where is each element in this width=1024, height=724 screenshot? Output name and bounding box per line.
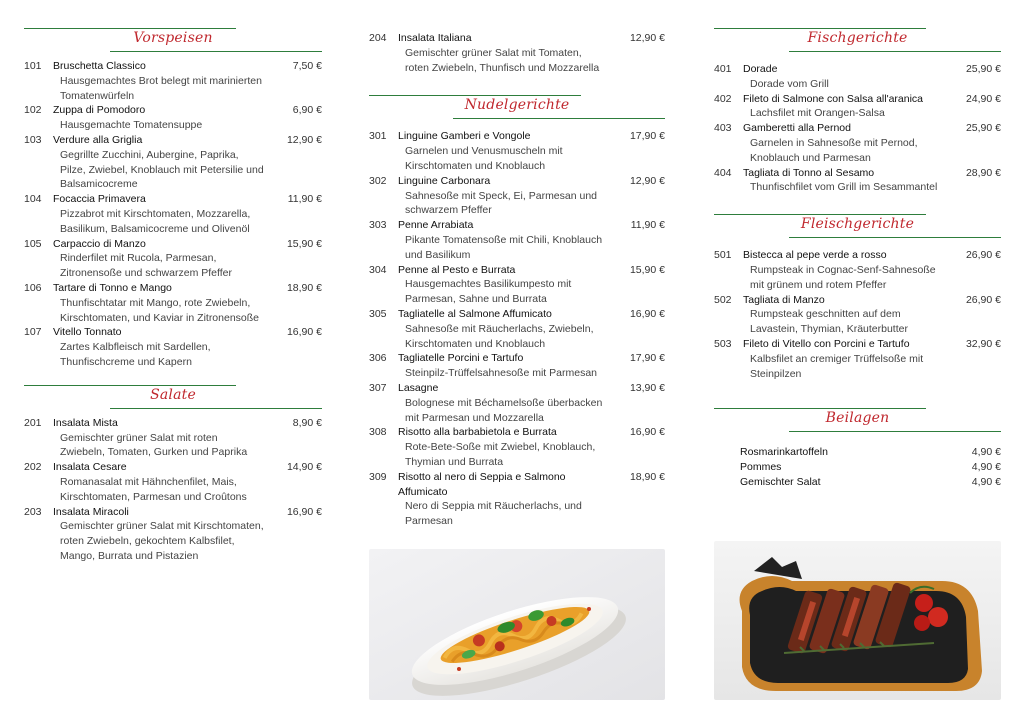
item-description: Bolognese mit Béchamelsoße überbacken mit Parmesan und Mozzarella <box>405 396 603 424</box>
item-name: Rosmarinkartoffeln <box>740 446 828 459</box>
item-description: Lachsfilet mit Orangen-Salsa <box>750 107 885 120</box>
item-price: 11,90 € <box>287 193 322 206</box>
item-description: Gegrillte Zucchini, Aubergine, Paprika, Pilze, Zwiebel, Knoblauch mit Petersilie und Balsamicocreme <box>60 148 264 191</box>
item-number: 308 <box>369 426 387 439</box>
section-title: Beilagen <box>825 410 890 427</box>
item-description: Garnelen in Sahnesoße mit Pernod, Knoblauch und Parmesan <box>750 136 918 164</box>
item-number: 501 <box>714 249 732 262</box>
menu-item <box>24 103 322 133</box>
item-price: 12,90 € <box>286 133 322 146</box>
item-number: 502 <box>714 293 732 306</box>
item-name: Bruschetta Classico <box>53 60 146 72</box>
item-description: Garnelen und Venusmuscheln mit Kirschtomaten und Knoblauch <box>405 145 563 172</box>
item-number: 301 <box>369 130 387 143</box>
item-name: Tartare di Tonno e Mango <box>53 281 172 294</box>
item-number: 105 <box>24 237 42 250</box>
menu-list-fischgerichte <box>714 62 1001 195</box>
menu-item <box>24 325 322 369</box>
item-description: Zartes Kalbfleisch mit Sardellen, Thunfischcreme und Kapern <box>60 341 211 368</box>
item-name: Penne Arrabiata <box>398 219 474 232</box>
item-name: Focaccia Primavera <box>53 193 146 206</box>
menu-item <box>714 121 1001 165</box>
item-number: 103 <box>24 133 42 146</box>
menu-item <box>24 59 322 103</box>
section-title: Nudelgerichte <box>464 97 570 114</box>
menu-list-salate <box>24 416 322 564</box>
item-price: 17,90 € <box>629 352 665 365</box>
menu-item <box>369 129 665 173</box>
steak-photo <box>714 541 1001 700</box>
item-number: 307 <box>369 381 387 394</box>
item-price: 12,90 € <box>629 32 665 44</box>
item-number: 203 <box>24 505 42 518</box>
item-price: 13,90 € <box>629 381 665 394</box>
item-name: Tagliata di Tonno al Sesamo <box>743 166 875 179</box>
item-price: 15,90 € <box>286 237 322 250</box>
item-price: 4,90 € <box>971 461 1001 474</box>
item-name: Verdure alla Griglia <box>53 133 143 146</box>
menu-item <box>369 351 665 381</box>
menu-item <box>714 445 1001 460</box>
menu-item <box>714 166 1001 196</box>
item-description: Pizzabrot mit Kirschtomaten, Mozzarella, Basilikum, Balsamicocreme und Olivenöl <box>60 207 251 235</box>
item-name: Insalata Mista <box>53 416 118 429</box>
menu-item <box>714 248 1001 292</box>
item-description: Sahnesoße mit Räucherlachs, Zwiebeln, Kirschtomaten und Knoblauch <box>405 322 594 350</box>
item-name: Linguine Gamberi e Vongole <box>398 130 531 143</box>
item-number: 102 <box>24 104 42 117</box>
section-header-vorspeisen <box>24 23 322 57</box>
item-number: 106 <box>24 281 42 294</box>
item-description: Gemischter grüner Salat mit roten Zwiebeln, Tomaten, Gurken und Paprika <box>60 431 248 459</box>
menu-item <box>369 174 665 218</box>
column-middle <box>369 0 665 529</box>
item-description: Sahnesoße mit Speck, Ei, Parmesan und schwarzem Pfeffer <box>405 189 598 217</box>
item-number: 304 <box>369 263 387 276</box>
menu-item <box>369 31 665 75</box>
item-description: Hausgemachtes Basilikumpesto mit Parmesan, Sahne und Burrata <box>405 278 572 306</box>
item-price: 28,90 € <box>965 166 1001 179</box>
item-number: 401 <box>714 63 732 75</box>
item-number: 202 <box>24 461 42 474</box>
menu-item <box>369 218 665 262</box>
item-description: Gemischter grüner Salat mit Kirschtomaten, roten Zwiebeln, gekochtem Kalbsfilet, Mango, Burrata und Pistazien <box>60 520 264 562</box>
item-description: Pikante Tomatensoße mit Chili, Knoblauch und Basilikum <box>405 233 603 261</box>
item-name: Zuppa di Pomodoro <box>53 104 146 117</box>
item-price: 15,90 € <box>629 263 665 276</box>
item-description: Rinderfilet mit Rucola, Parmesan, Zitronensoße und schwarzem Pfeffer <box>60 252 232 280</box>
item-number: 402 <box>714 92 732 105</box>
item-price: 18,90 € <box>629 470 665 483</box>
column-left <box>24 0 322 564</box>
item-description: Rumpsteak geschnitten auf dem Lavastein, Thymian, Kräuterbutter <box>750 308 908 336</box>
item-name: Vitello Tonnato <box>53 326 122 339</box>
item-price: 8,90 € <box>292 416 322 429</box>
item-name: Tagliatelle al Salmone Affumicato <box>398 307 552 320</box>
item-price: 16,90 € <box>286 326 322 339</box>
menu-item <box>24 192 322 236</box>
section-title: Vorspeisen <box>133 30 213 46</box>
item-description: Thunfischtatar mit Mango, rote Zwiebeln, Kirschtomaten, und Kaviar in Zitronensoße <box>60 296 260 324</box>
item-name: Risotto alla barbabietola e Burrata <box>398 426 557 439</box>
menu-item <box>369 425 665 469</box>
item-name: Tagliatelle Porcini e Tartufo <box>398 352 524 365</box>
menu-item <box>24 133 322 192</box>
item-number: 404 <box>714 166 732 179</box>
menu-item <box>714 92 1001 122</box>
section-header-salate <box>24 380 322 414</box>
section-header-fleischgerichte <box>714 209 1001 243</box>
item-price: 16,90 € <box>629 426 665 439</box>
item-name: Linguine Carbonara <box>398 174 491 187</box>
item-name: Lasagne <box>398 381 439 394</box>
item-number: 303 <box>369 219 387 232</box>
item-name: Dorade <box>743 63 778 75</box>
menu-item <box>369 470 665 529</box>
item-number: 503 <box>714 337 732 350</box>
item-description: Nero di Seppia mit Räucherlachs, und Parmesan <box>405 500 582 528</box>
item-number: 104 <box>24 193 42 206</box>
item-name: Bistecca al pepe verde a rosso <box>743 249 887 262</box>
menu-list-salate-continued <box>369 31 665 75</box>
item-price: 25,90 € <box>965 63 1001 75</box>
item-price: 32,90 € <box>965 337 1001 350</box>
item-description: Rote-Bete-Soße mit Zwiebel, Knoblauch, Thymian und Burrata <box>405 441 596 468</box>
item-name: Tagliata di Manzo <box>743 293 825 306</box>
pasta-photo <box>369 549 665 700</box>
menu-item <box>369 263 665 307</box>
item-name: Pommes <box>740 461 782 474</box>
menu-list-beilagen <box>714 445 1001 489</box>
item-price: 4,90 € <box>971 475 1001 488</box>
section-header-nudelgerichte <box>369 90 665 124</box>
menu-list-fleischgerichte <box>714 248 1001 381</box>
item-number: 204 <box>369 32 387 44</box>
item-price: 17,90 € <box>629 130 665 143</box>
item-name: Risotto al nero di Seppia e Salmono Affumicato <box>398 470 566 498</box>
item-name: Fileto di Vitello con Porcini e Tartufo <box>743 337 910 350</box>
section-title: Fischgerichte <box>807 30 908 46</box>
section-header-fischgerichte <box>714 23 1001 57</box>
item-name: Penne al Pesto e Burrata <box>398 263 516 276</box>
menu-item <box>369 307 665 351</box>
section-title: Salate <box>150 386 196 403</box>
menu-item <box>714 460 1001 475</box>
menu-item <box>24 416 322 460</box>
item-price: 4,90 € <box>971 446 1001 459</box>
item-number: 302 <box>369 174 387 187</box>
item-description: Rumpsteak in Cognac-Senf-Sahnesoße mit grünem und rotem Pfeffer <box>750 263 936 291</box>
item-description: Hausgemachtes Brot belegt mit marinierten Tomatenwürfeln <box>60 74 262 102</box>
menu-item <box>714 475 1001 490</box>
item-price: 26,90 € <box>965 249 1001 262</box>
item-description: Thunfischfilet vom Grill im Sesammantel <box>750 181 938 194</box>
item-name: Gamberetti alla Pernod <box>743 122 851 135</box>
item-price: 16,90 € <box>286 505 322 518</box>
item-price: 24,90 € <box>965 92 1001 105</box>
item-price: 11,90 € <box>630 219 665 232</box>
item-number: 101 <box>24 60 42 72</box>
item-price: 18,90 € <box>286 281 322 294</box>
item-price: 16,90 € <box>629 307 665 320</box>
menu-item <box>24 281 322 325</box>
item-number: 305 <box>369 307 387 320</box>
menu-item <box>369 381 665 425</box>
menu-item <box>24 460 322 504</box>
column-right <box>714 0 1001 490</box>
item-name: Carpaccio di Manzo <box>53 237 146 250</box>
item-number: 309 <box>369 470 387 483</box>
section-header-beilagen <box>714 403 1001 437</box>
item-description: Gemischter grüner Salat mit Tomaten, roten Zwiebeln, Thunfisch und Mozzarella <box>405 46 600 74</box>
item-name: Fileto di Salmone con Salsa all'aranica <box>743 92 924 105</box>
item-name: Insalata Cesare <box>53 461 127 474</box>
section-title: Fleischgerichte <box>800 216 915 233</box>
menu-list-nudelgerichte <box>369 129 665 529</box>
item-name: Insalata Miracoli <box>53 505 129 518</box>
item-number: 201 <box>24 416 42 429</box>
menu-item <box>714 293 1001 337</box>
menu-item <box>714 62 1001 92</box>
menu-item <box>714 337 1001 381</box>
menu-list-vorspeisen <box>24 59 322 370</box>
item-description: Romanasalat mit Hähnchenfilet, Mais, Kirschtomaten, Parmesan und Croûtons <box>60 475 247 503</box>
item-number: 107 <box>24 326 42 339</box>
item-name: Gemischter Salat <box>740 475 821 488</box>
item-number: 306 <box>369 352 387 365</box>
item-price: 25,90 € <box>965 122 1001 135</box>
item-price: 7,50 € <box>292 60 322 72</box>
item-price: 14,90 € <box>286 461 322 474</box>
item-description: Steinpilz-Trüffelsahnesoße mit Parmesan <box>405 367 597 380</box>
item-price: 26,90 € <box>965 293 1001 306</box>
item-name: Insalata Italiana <box>398 32 472 44</box>
item-price: 12,90 € <box>629 174 665 187</box>
menu-item <box>24 237 322 281</box>
menu-item <box>24 505 322 564</box>
item-description: Kalbsfilet an cremiger Trüffelsoße mit Steinpilzen <box>750 352 924 380</box>
item-description: Dorade vom Grill <box>750 77 829 90</box>
item-number: 403 <box>714 122 732 135</box>
item-price: 6,90 € <box>292 104 322 117</box>
item-description: Hausgemachte Tomatensuppe <box>60 119 203 132</box>
